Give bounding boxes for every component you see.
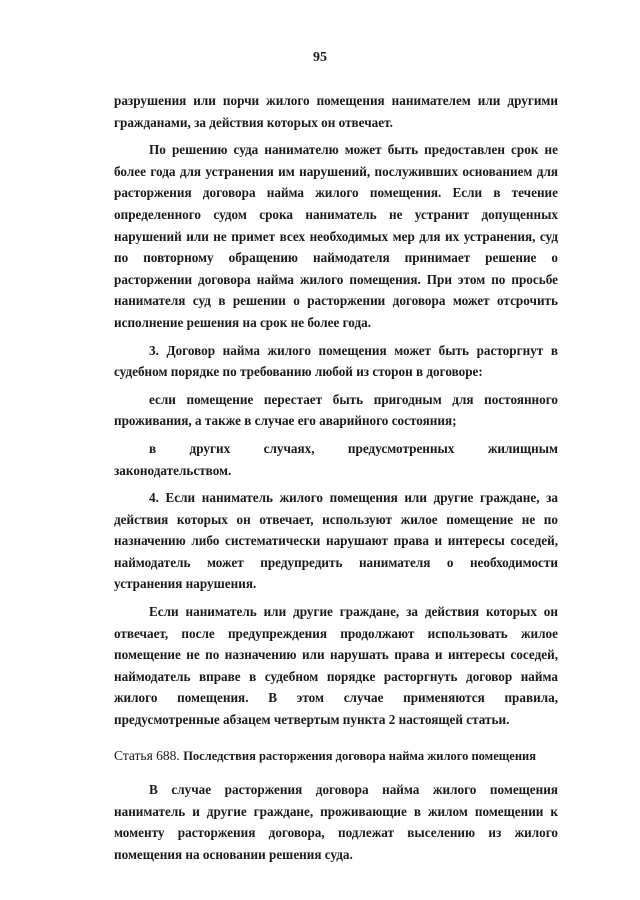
- paragraph-clause-3-case-2: в других случаях, предусмотренных жилищным законодательством.: [114, 440, 558, 478]
- paragraph-continuation: разрушения или порчи жилого помещения нанимателем или другими гражданами, за действия которых он отвечает.: [114, 93, 558, 130]
- paragraph-clause-3-case-1: если помещение перестает быть пригодным для постоянного проживания, а также в случае его аварийного состояния;: [114, 391, 558, 429]
- paragraph-clause-4: 4. Если наниматель жилого помещения или другие граждане, за действия которых он отвечает, используют жилое помещение не по назначению либо систематически нарушают права и интересы соседей, наймодатель может предупредить нанимателя о необходимости устранения нарушения.: [114, 490, 558, 592]
- paragraph-clause-3: 3. Договор найма жилого помещения может быть расторгнут в судебном порядке по требованию любой из сторон в договоре:: [114, 342, 558, 380]
- page-number: 95: [313, 50, 327, 65]
- article-title: Последствия расторжения договора найма жилого помещения: [183, 748, 537, 763]
- article-heading: [114, 745, 558, 768]
- article-text: В случае расторжения договора найма жилого помещения наниматель и другие граждане, проживающие в жилом помещении к моменту расторжения договора, подлежат выселению из жилого помещения на основании решения суда.: [114, 782, 558, 862]
- document-body: [114, 90, 558, 872]
- paragraph-court-decision: По решению суда нанимателю может быть предоставлен срок не более года для устранения им нарушений, послуживших основанием для расторжения договора найма жилого помещения. Если в течение определенного судом срока наниматель не устранит допущенных нарушений или не примет всех необходимых мер для их устранения, суд по повторному обращению наймодателя принимает решение о расторжении договора найма жилого помещения. При этом по просьбе нанимателя суд в решении о расторжении договора может отсрочить исполнение решения на срок не более года.: [114, 142, 558, 330]
- paragraph-clause-4-continued: Если наниматель или другие граждане, за действия которых он отвечает, после предупреждения продолжают использовать жилое помещение не по назначению или нарушать права и интересы соседей, наймодатель вправе в судебном порядке расторгнуть договор найма жилого помещения. В этом случае применяются правила, предусмотренные абзацем четвертым пункта 2 настоящей статьи.: [114, 604, 558, 728]
- article-label: Статья 688.: [114, 747, 180, 763]
